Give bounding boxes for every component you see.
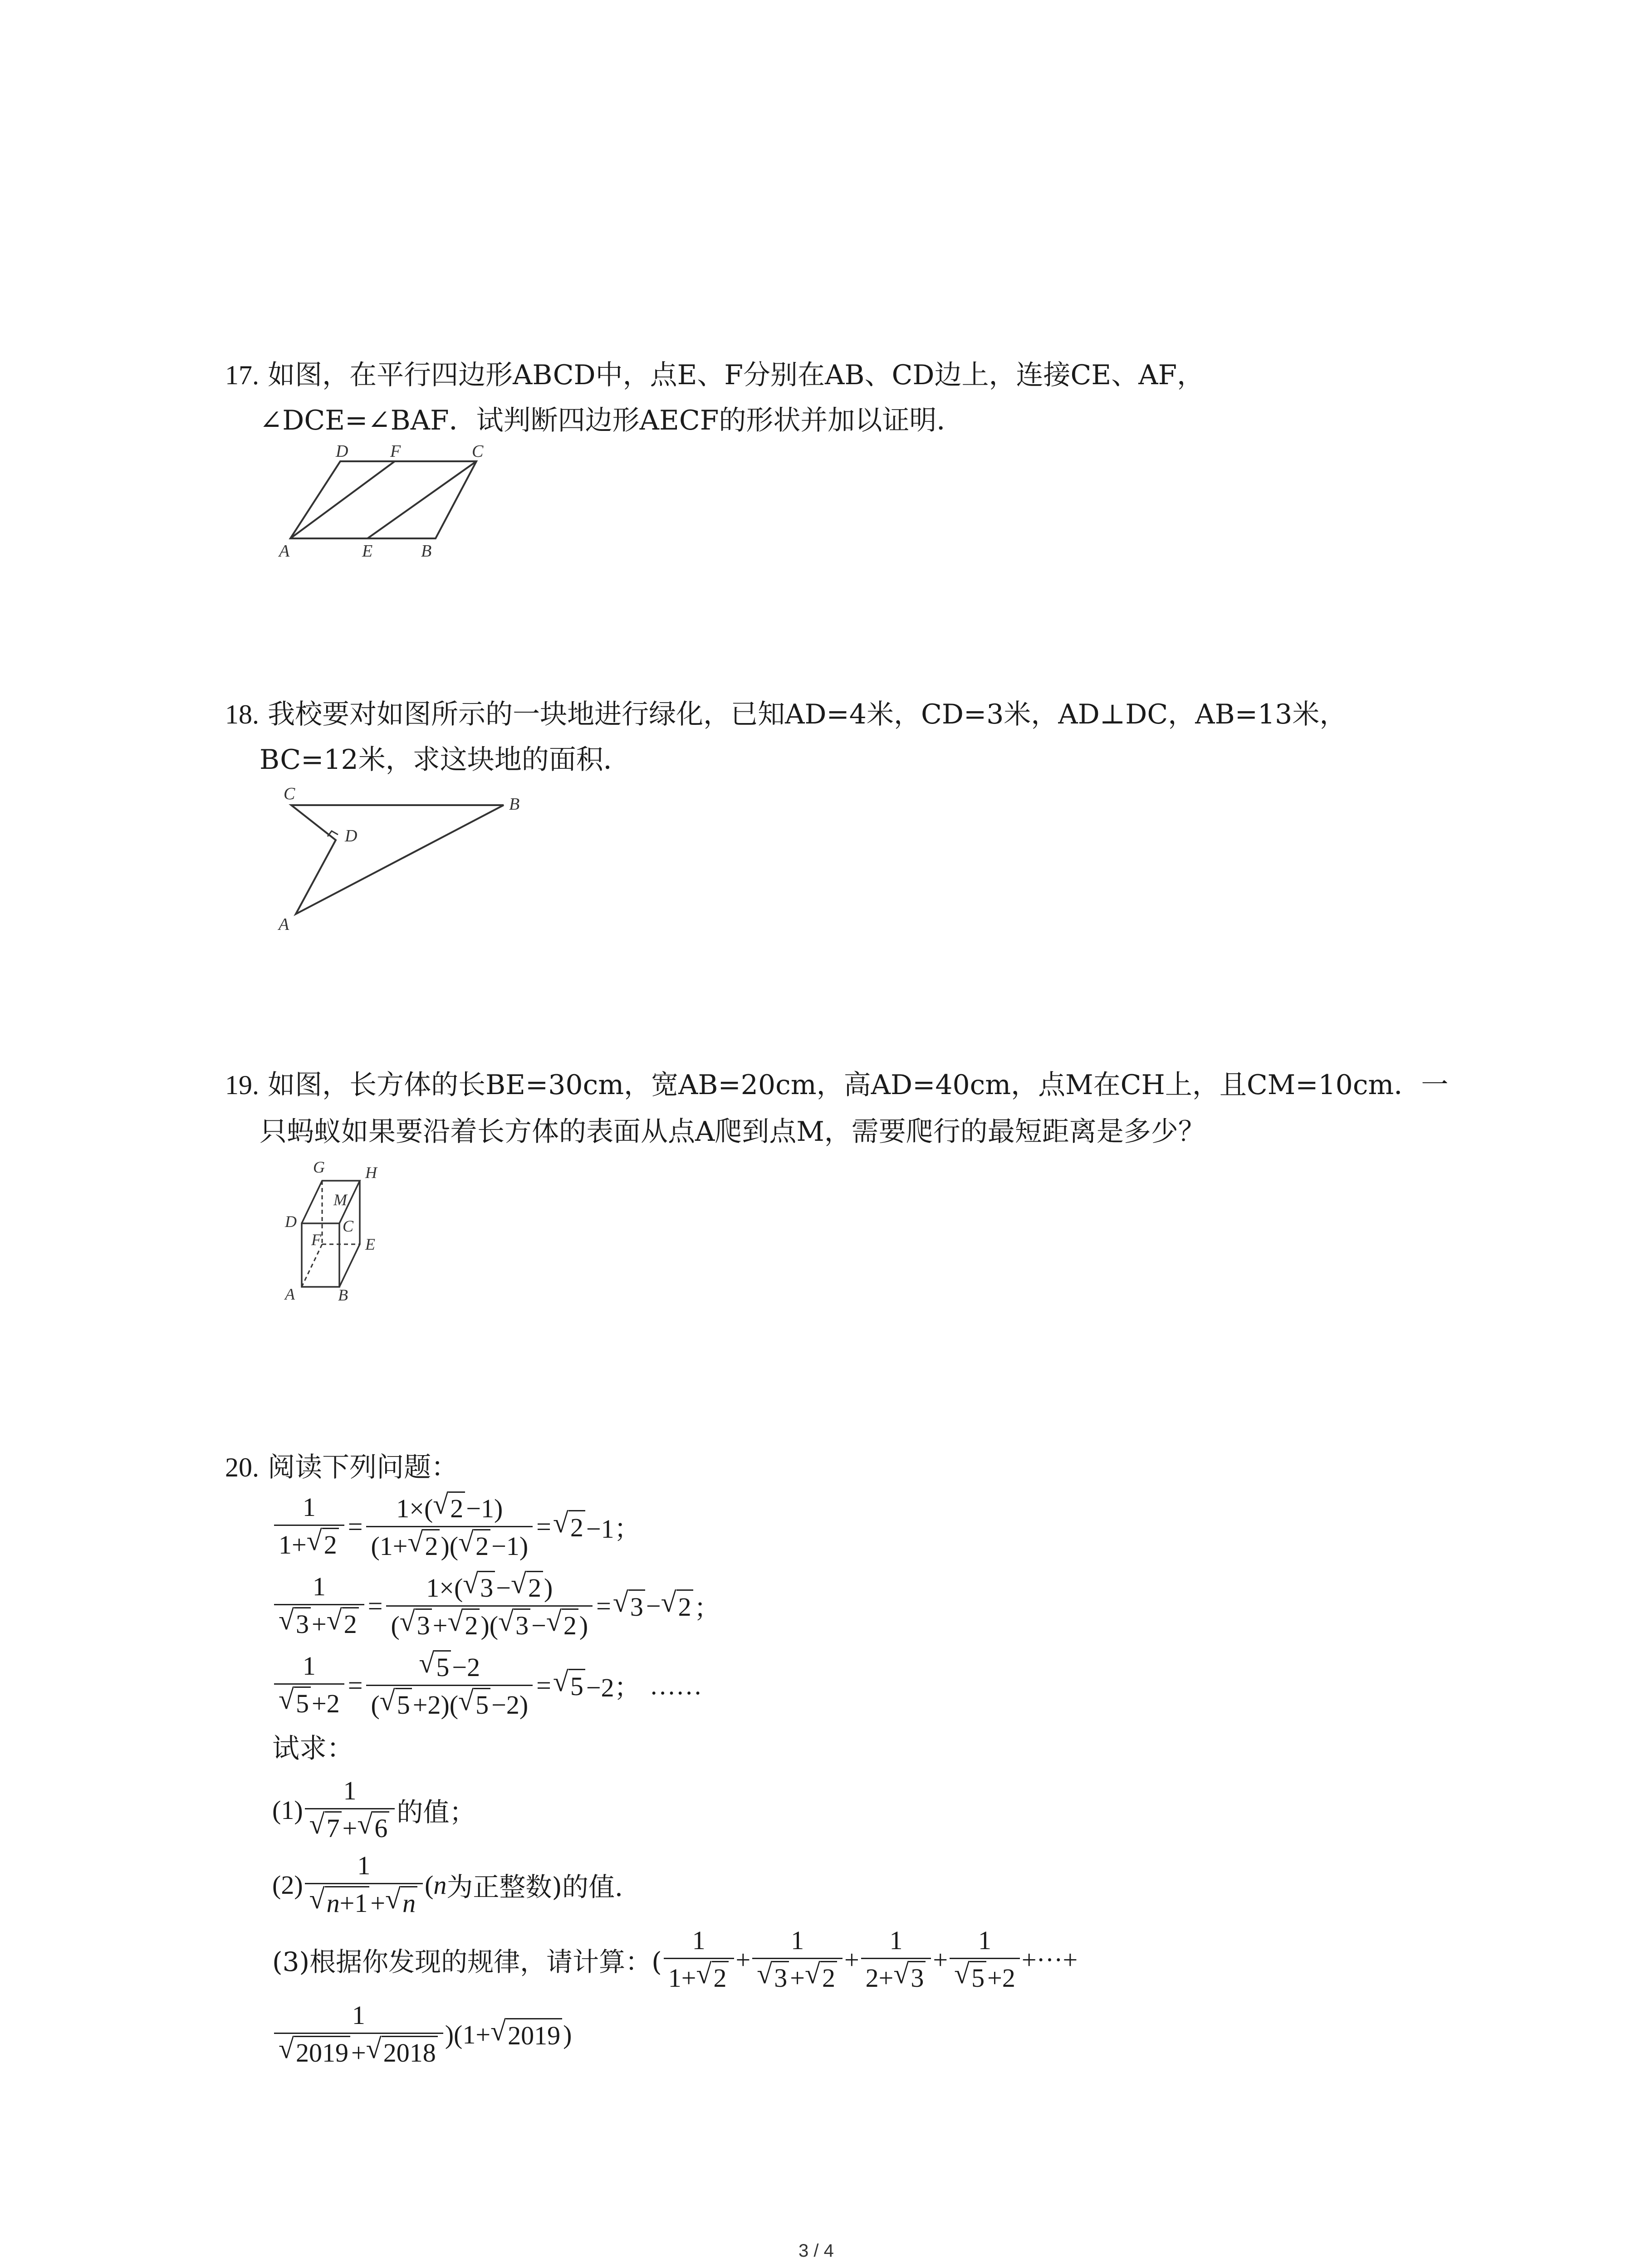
p3-term-1: 1 1+ √ 2	[664, 1926, 734, 1993]
label-a: A	[285, 1285, 295, 1303]
q17-number: 17.	[225, 360, 259, 390]
q20-ask: 试求：	[272, 1733, 354, 1765]
q20-part-3-line1: (3)根据你发现的规律，请计算：( 1 1+ √ 2 + 1 √ 3 + √ 2 + 1 2+ √ 3 + 1 √ 5 +2 +···+	[272, 1926, 1078, 1993]
p3-term-2: 1 √ 3 + √ 2	[752, 1926, 843, 1993]
ex2-lhs-fraction: 1 √ 3 + √ 2	[274, 1572, 364, 1639]
ex3-ellipsis: ……	[649, 1670, 702, 1700]
p3-term-last: 1 √ 2019 + √ 2018	[274, 2000, 443, 2068]
q18-text-line1: 我校要对如图所示的一块地进行绿化，已知AD=4米，CD=3米，AD⊥DC，AB=13米，	[268, 699, 1347, 730]
q17-parallelogram-figure	[272, 442, 499, 562]
label-c: C	[343, 1217, 354, 1235]
q18-quadrilateral-figure	[272, 780, 554, 934]
q19-cuboid-figure	[272, 1154, 417, 1313]
q20-intro: 阅读下列问题：	[268, 1452, 459, 1483]
q18-number: 18.	[225, 699, 259, 729]
ex3-mid-fraction: √ 5 −2 ( √ 5 +2)( √ 5 −2)	[366, 1650, 533, 1720]
p1-fraction: 1 √ 7 + √ 6	[305, 1776, 395, 1843]
label-e: E	[365, 1235, 375, 1253]
label-b: B	[338, 1286, 348, 1304]
p3-term-4: 1 √ 5 +2	[950, 1926, 1020, 1993]
hidden-edge-fa	[302, 1244, 322, 1287]
quadrilateral-abcd	[291, 805, 504, 914]
q17-text-line2: ∠DCE=∠BAF．试判断四边形AECF的形状并加以证明．	[260, 405, 964, 436]
label-h: H	[365, 1163, 377, 1182]
q20-example-3: 1 √ 5 +2 = √ 5 −2 ( √ 5 +2)( √ 5 −2) = √ 5 −2； ……	[272, 1644, 702, 1726]
q20-example-1: 1 1+ √ 2 = 1×( √ 2 −1) (1+ √ 2 )( √ 2 −1) = √ 2 −1；	[272, 1486, 641, 1567]
ex2-mid-fraction: 1×( √ 3 − √ 2 ) ( √ 3 + √ 2 )( √ 3 − √ 2 )	[386, 1571, 593, 1641]
q20-part-3-line2: 1 √ 2019 + √ 2018 )(1+ √ 2019 )	[272, 1996, 572, 2073]
label-d: D	[285, 1212, 297, 1231]
label-c: C	[284, 784, 295, 803]
q20-example-2: 1 √ 3 + √ 2 = 1×( √ 3 − √ 2 ) ( √ 3 + √ 2 )( √ 3 − √ 2 ) = √ 3 − √ 2 ；	[272, 1565, 720, 1647]
ex1-result-radicand: 2	[568, 1510, 585, 1543]
ex3-lhs-fraction: 1 √ 5 +2	[274, 1651, 344, 1719]
q20-part-1: (1) 1 √ 7 + √ 6 的值；	[272, 1776, 476, 1843]
segment-ce	[367, 461, 476, 538]
q17-line1	[225, 359, 1205, 391]
label-f: F	[390, 442, 401, 461]
q18-text-line2: BC=12米，求这块地的面积．	[260, 744, 631, 776]
ex1-lhs-fraction: 1 1+ √ 2	[274, 1492, 344, 1560]
q20-number: 20.	[225, 1452, 259, 1482]
p2-fraction: 1 √ n+1 + √ n	[305, 1851, 423, 1918]
q17-text-line1: 如图，在平行四边形ABCD中，点E、F分别在AB、CD边上，连接CE、AF，	[268, 359, 1205, 391]
label-g: G	[313, 1158, 325, 1176]
p3-term-3: 1 2+ √ 3	[861, 1926, 931, 1993]
label-b: B	[509, 795, 520, 814]
label-m: M	[333, 1191, 347, 1209]
label-f: F	[311, 1231, 321, 1249]
q19-line1	[225, 1071, 1448, 1099]
label-d: D	[336, 442, 348, 461]
page-number: 3 / 4	[798, 2241, 834, 2261]
q19-number: 19.	[225, 1070, 259, 1100]
ex1-result-tail: −1；	[586, 1514, 641, 1544]
segment-af	[290, 461, 395, 538]
label-d: D	[345, 826, 358, 846]
label-a: A	[279, 542, 290, 561]
q19-text-line2: 只蚂蚁如果要沿着长方体的表面从点A爬到点M，需要爬行的最短距离是多少？	[260, 1116, 1205, 1148]
ex1-mid-fraction: 1×( √ 2 −1) (1+ √ 2 )( √ 2 −1)	[366, 1491, 533, 1561]
q19-text-line1: 如图，长方体的长BE=30cm，宽AB=20cm，高AD=40cm，点M在CH上，且CM=10cm．一	[268, 1069, 1449, 1101]
q18-line1	[225, 701, 1347, 728]
label-b: B	[421, 542, 432, 561]
q20-part-2: (2) 1 √ n+1 + √ n ( n 为正整数)的值．	[272, 1851, 642, 1918]
label-c: C	[472, 442, 484, 461]
q20-line1	[225, 1454, 458, 1481]
label-a: A	[279, 915, 289, 934]
label-e: E	[362, 542, 373, 561]
